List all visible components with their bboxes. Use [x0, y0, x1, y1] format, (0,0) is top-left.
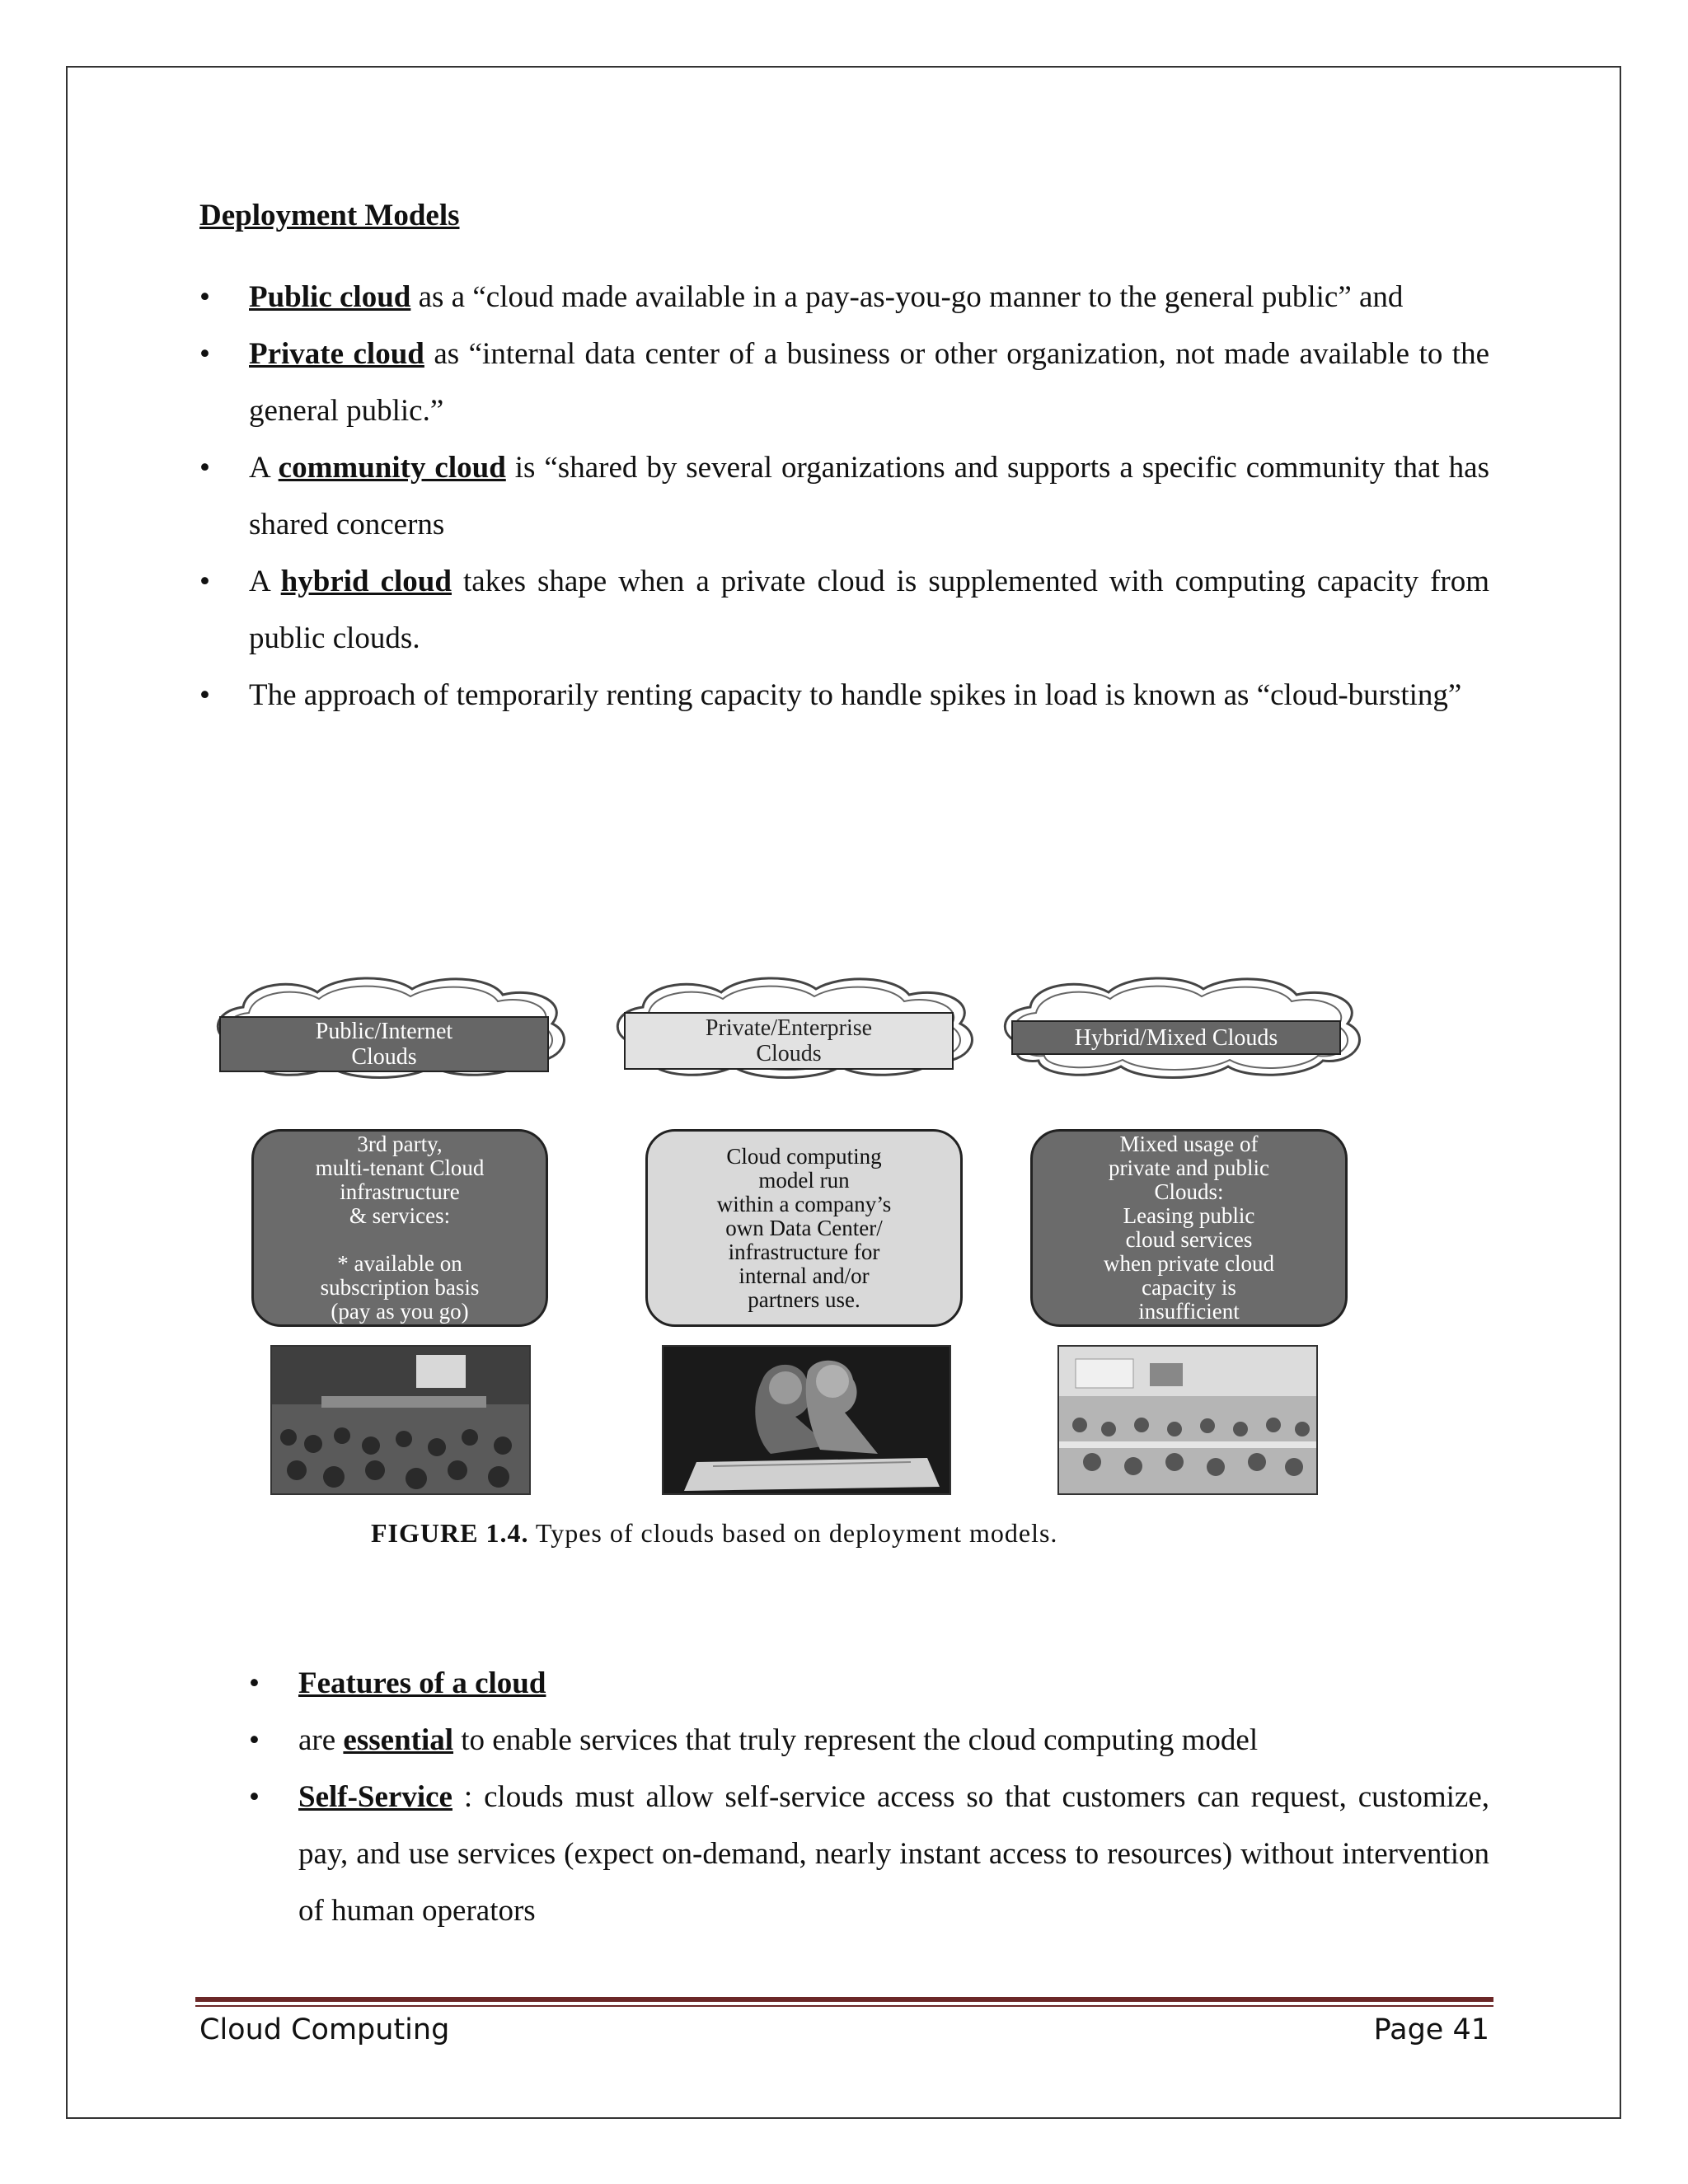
cloud-shape-icon	[206, 974, 577, 1081]
bullet-icon: •	[249, 1723, 260, 1757]
description-box-hybrid: Mixed usage of private and public Clouds: Leasing public cloud services when private cloud capacity is insufficient	[1030, 1129, 1348, 1327]
list-item: • The approach of temporarily renting capacity to handle spikes in load is known as “cloud-bursting”	[199, 667, 1489, 724]
list-item: • Public cloud as a “cloud made available in a pay-as-you-go manner to the general public” and	[199, 269, 1489, 326]
bullet-icon: •	[199, 280, 210, 314]
meeting-room-photo	[1057, 1345, 1318, 1495]
term-hybrid-cloud: hybrid cloud	[280, 565, 452, 598]
bullet-icon: •	[249, 1780, 260, 1814]
deployment-models-list	[199, 269, 1489, 724]
figure-cloud-types	[206, 964, 1385, 1574]
audience-photo	[270, 1345, 531, 1495]
list-item: • A community cloud is “shared by several organizations and supports a specific community that has shared concerns	[199, 439, 1489, 553]
list-item	[249, 1655, 1489, 1712]
bullet-icon: •	[199, 451, 210, 485]
term-essential: essential	[343, 1723, 454, 1757]
term-features-of-a-cloud: Features of a cloud	[298, 1666, 546, 1700]
features-list	[249, 1655, 1489, 1939]
list-item: • are essential to enable services that truly represent the cloud computing model	[249, 1712, 1489, 1769]
footer-rule-thin	[195, 2005, 1493, 2007]
list-item: • Self-Service : clouds must allow self-service access so that customers can request, customize, pay, and use services (expect on-demand, nearly instant access to resources) without intervention of human operators	[249, 1769, 1489, 1939]
list-item: • A hybrid cloud takes shape when a private cloud is supplemented with computing capacity from public clouds.	[199, 553, 1489, 667]
term-private-cloud: Private cloud	[249, 337, 424, 371]
cloud-shape-icon	[606, 974, 985, 1081]
section-heading: Deployment Models	[199, 199, 460, 232]
bullet-icon: •	[199, 565, 210, 598]
cloud-label-private: Private/Enterprise Clouds	[624, 1012, 954, 1070]
term-self-service: Self-Service	[298, 1780, 452, 1814]
footer-rule	[195, 1997, 1493, 2002]
term-community-cloud: community cloud	[278, 451, 506, 485]
description-box-private: Cloud computing model run within a company’s own Data Center/ infrastructure for internal and/or partners use.	[645, 1129, 963, 1327]
page-number: Page 41	[1373, 2013, 1489, 2046]
bullet-icon: •	[199, 678, 210, 712]
description-box-public: 3rd party, multi-tenant Cloud infrastructure & services: * available on subscription basis (pay as you go)	[251, 1129, 548, 1327]
footer-title: Cloud Computing	[199, 2013, 450, 2046]
term-public-cloud: Public cloud	[249, 280, 411, 314]
cloud-shape-icon	[993, 974, 1372, 1081]
business-people-photo	[662, 1345, 951, 1495]
list-item: • Private cloud as “internal data center of a business or other organization, not made available to the general public.”	[199, 326, 1489, 439]
cloud-label-hybrid: Hybrid/Mixed Clouds	[1011, 1020, 1341, 1055]
cloud-label-public: Public/Internet Clouds	[219, 1016, 549, 1072]
bullet-icon: •	[199, 337, 210, 371]
figure-caption: FIGURE 1.4. Types of clouds based on deployment models.	[371, 1518, 1058, 1548]
bullet-icon: •	[249, 1666, 260, 1700]
